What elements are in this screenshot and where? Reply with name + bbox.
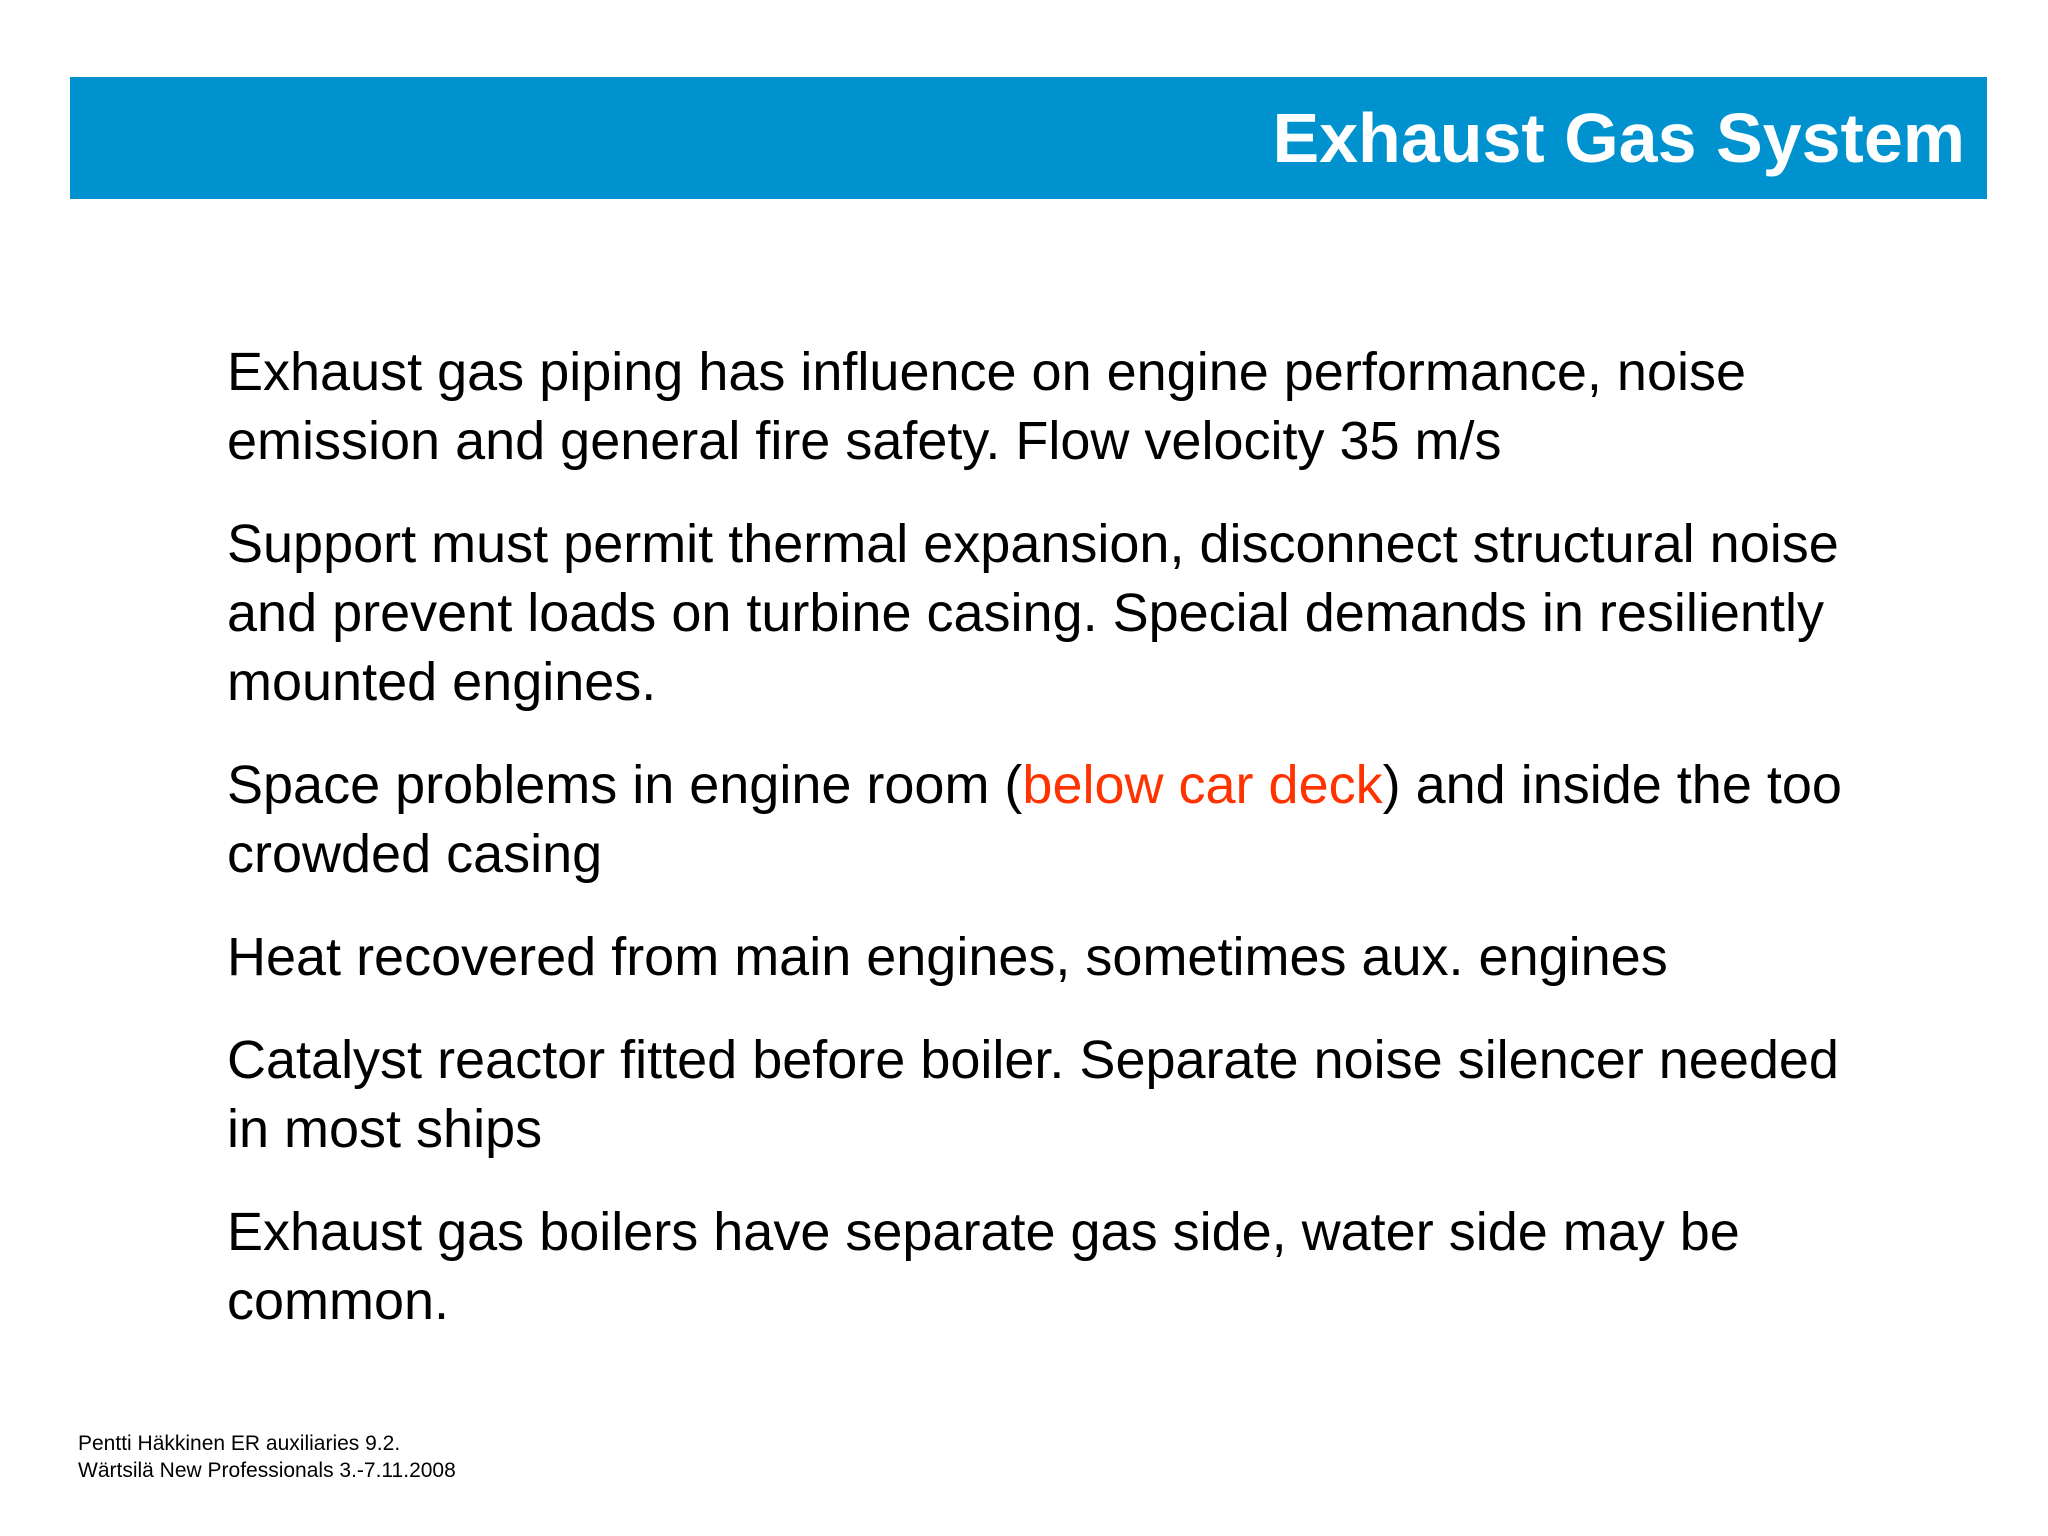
footer-line-1: Pentti Häkkinen ER auxiliaries 9.2. xyxy=(78,1432,401,1455)
footer xyxy=(78,1430,456,1484)
footer-line-2: Wärtsilä New Professionals 3.-7.11.2008 xyxy=(78,1459,456,1482)
bullet-space-problems xyxy=(227,751,1867,889)
bullet-space-text-after: ) and inside the too crowded casing xyxy=(227,755,1842,884)
bullet-heat-recovery: Heat recovered from main engines, sometimes aux. engines xyxy=(227,927,1668,987)
bullet-exhaust-piping: Exhaust gas piping has influence on engine performance, noise emission and general fire safety. Flow velocity 35 m/s xyxy=(227,342,1747,471)
bullet-space-text-before: Space problems in engine room ( xyxy=(227,755,1023,815)
bullet-support: Support must permit thermal expansion, disconnect structural noise and prevent loads on turbine casing. Special demands in resiliently mounted engines. xyxy=(227,514,1839,712)
bullet-catalyst: Catalyst reactor fitted before boiler. Separate noise silencer needed in most ships xyxy=(227,1030,1839,1159)
bullet-list xyxy=(227,338,1867,1370)
title-bar xyxy=(70,77,1987,199)
slide-title: Exhaust Gas System xyxy=(1272,99,1965,177)
highlight-below-car-deck: below car deck xyxy=(1022,755,1383,815)
bullet-boilers: Exhaust gas boilers have separate gas side, water side may be common. xyxy=(227,1202,1740,1331)
